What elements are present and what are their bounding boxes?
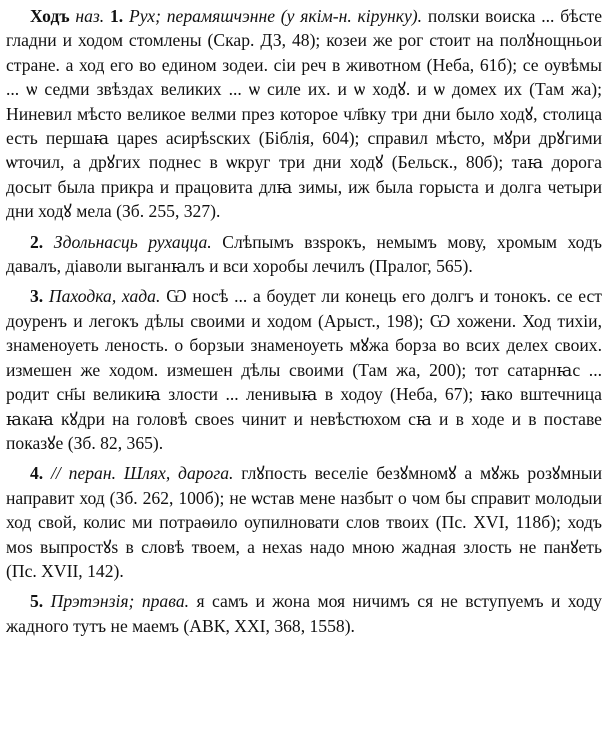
sense-citations: Ѡ носѣ ... а боудет ли конець его долгъ и тонокъ. се ест доуренъ и легокъ дѣлы своими и ходом (Арыст., 198); Ѡ хожени. Ход тихіи, знаменоуеть леность. о борзыи знаменоуеть мꙋжа борза во всих делех своих. измешен же ходом. измешен дѣлы своими (Там жа, 200); тот сатарнꙗс ... родит сн҃ы великиꙗ злости ... ленивыꙗ в ходоу (Неба, 67); ꙗко вштечница ꙗкаꙗ кꙋдри на головѣ своеѕ чинит и невѣстюхом сꙗ и в ходе и в поставе показꙋе (Зб. 82, 365). xyxy=(6,286,602,453)
sense-gloss: Рух; перамяшчэнне (у якім-н. кірунку). xyxy=(128,6,423,26)
sense-citations: глꙋпость веселіе безꙋмномꙋ а мꙋжь розꙋмныи направит ход (Зб. 262, 100б); не ѡстав мене назбыт о чом бы справит молодыи ход свой, колис ми потраѳило оупилновати слов твоих (Пс. XVI, 118б); ходъ моѕ выпростꙋѕ в словѣ твоем, а нехаѕ надо мною жадная злость не панꙋеть (Пс. XVII, 142). xyxy=(6,463,602,581)
sense-4 xyxy=(6,461,602,583)
sense-citations: я самъ и жона моя ничимъ ся не вступуемъ и ходу жадного тутъ не маемъ (АВК, XXI, 368, 1558). xyxy=(6,591,602,636)
sense-citations: Слѣпымъ взѕрокъ, немымъ мову, хромым ходъ давалъ, діаволи выганꙗлъ и вси хоробы лечилъ (Пралог, 565). xyxy=(6,231,602,277)
sense-3 xyxy=(6,284,602,455)
sense-gloss: Прэтэнзія; правa. xyxy=(50,591,190,612)
headword: Ходъ xyxy=(30,6,70,26)
sense-number: 5. xyxy=(30,591,44,612)
sense-5 xyxy=(6,589,602,638)
sense-gloss: // перан. Шлях, дарога. xyxy=(51,463,234,484)
sense-gloss: Паходка, хада. xyxy=(48,286,161,307)
sense-1 xyxy=(6,4,602,224)
sense-2 xyxy=(6,230,602,279)
part-of-speech: наз. xyxy=(75,6,105,26)
sense-number: 1. xyxy=(109,6,124,26)
sense-number: 2. xyxy=(30,231,44,252)
sense-gloss: Здольнасць рухацца. xyxy=(53,231,212,252)
sense-number: 3. xyxy=(30,286,44,307)
sense-citations: полѕки воиска ... бѣсте гладни и ходом стомлены (Скар. ДЗ, 48); козеи же рог стоит на полꙋнощньои стране. а ход его во едином зодеи. сіи реч в животном (Неба, 61б); се оувѣмы ... ѡ седми звѣздах великих ... ѡ силе их. и ѡ ходꙋ. и ѡ домех их (Там жа); Ниневил мѣсто великое велми през которое чл҃вку три дни было ходꙋ, столица есть першаꙗ цареѕ асирѣѕских (Біблія, 604); справил мѣсто, мꙋри дрꙋгими ѡточил, а дрꙋгих поднес в ѡкруг три дни ходꙋ (Бельск., 80б); таꙗ дорога досыт была прикра и працовита длꙗ зимы, иж была горыста и долга четыри дни ходꙋ мела (Зб. 255, 327). xyxy=(6,6,603,222)
sense-number: 4. xyxy=(30,463,44,484)
